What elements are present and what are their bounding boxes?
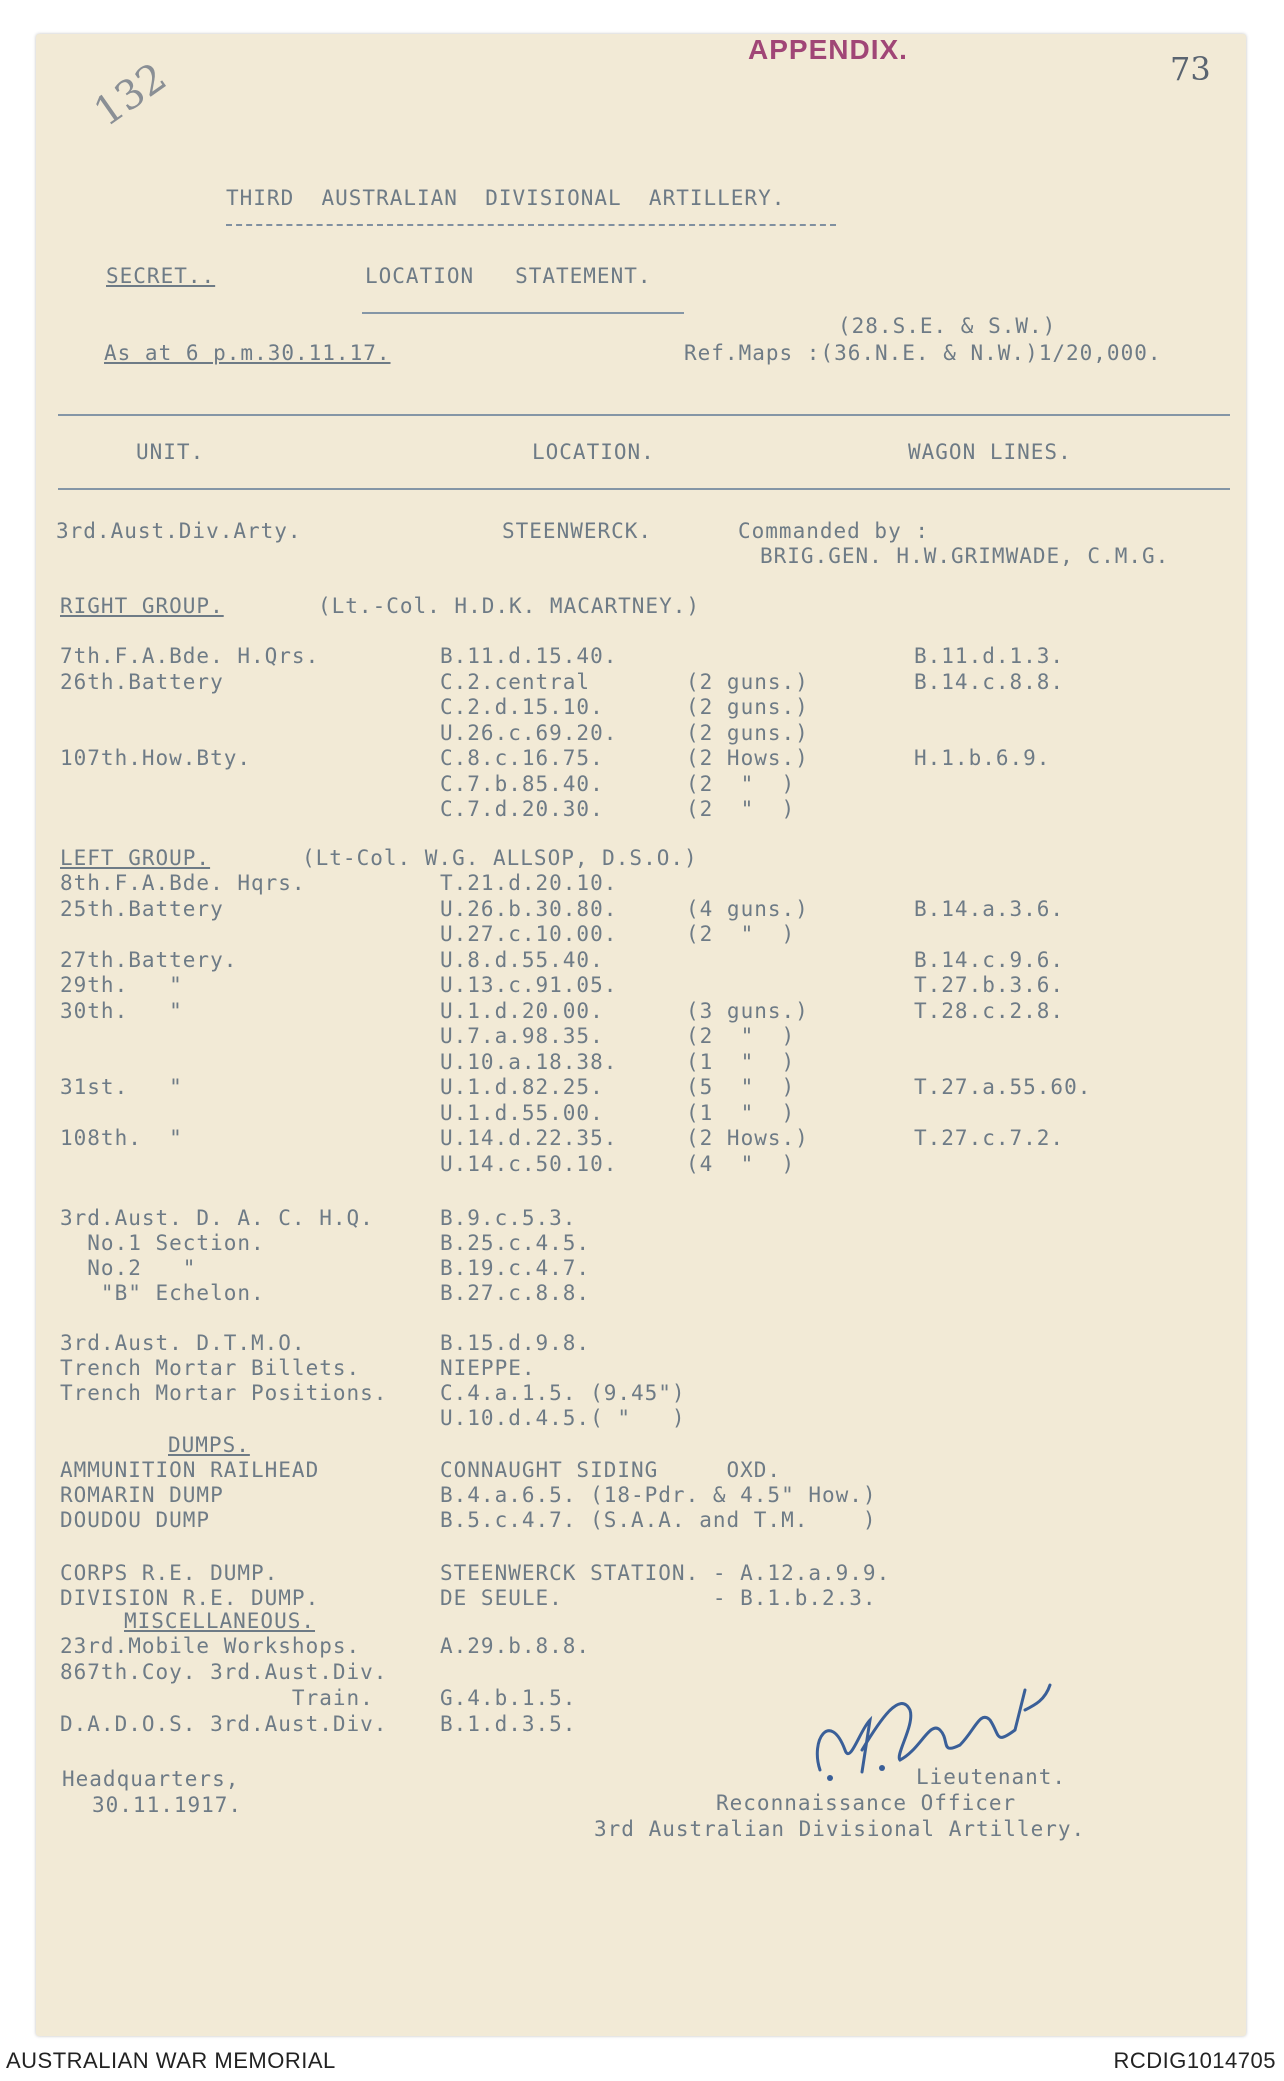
sign-rank: Lieutenant. [916,1765,1067,1789]
unit-cell: 23rd.Mobile Workshops. [60,1634,361,1658]
ref-maps-line1: (28.S.E. & S.W.) [838,314,1057,338]
wagon-line-cell: T.27.a.55.60. [914,1075,1092,1099]
page-number: 73 [1170,50,1211,88]
unit-cell: 3rd.Aust. D.T.M.O. [60,1331,306,1355]
unit-cell: 867th.Coy. 3rd.Aust.Div. [60,1660,388,1684]
unit-cell: DIVISION R.E. DUMP. [60,1586,320,1610]
unit-cell: CORPS R.E. DUMP. [60,1561,279,1585]
guns-cell: (4 " ) [686,1151,796,1176]
guns-cell: (1 " ) [686,1100,796,1125]
guns-cell: (2 guns.) [686,720,809,745]
dumps-heading: DUMPS. [168,1433,250,1457]
location-cell: B.15.d.9.8. [440,1331,591,1355]
wagon-line-cell: B.14.c.9.6. [914,947,1065,972]
right-group-heading: RIGHT GROUP. [60,594,224,618]
left-group-heading: LEFT GROUP. [60,846,211,870]
location-cell: C.2.central [440,669,591,694]
location-cell: U.10.a.18.38. [440,1049,618,1074]
location-cell: B.11.d.15.40. [440,644,618,668]
location-cell: B.1.d.3.5. [440,1712,577,1736]
location-cell: B.27.c.8.8. [440,1281,591,1305]
location-cell: U.14.c.50.10. [440,1151,618,1176]
header-rule-top [58,414,1230,416]
location-statement-label: LOCATION STATEMENT. [365,264,652,288]
guns-cell: (3 guns.) [686,998,809,1023]
footer-right: RCDIG1014705 [1113,2048,1276,2073]
hq-location: STEENWERCK. [502,519,653,543]
hq-command-1: Commanded by : [738,519,930,543]
location-cell: T.21.d.20.10. [440,871,618,895]
location-cell: C.4.a.1.5. (9.45") [440,1381,686,1405]
unit-cell: "B" Echelon. [60,1281,265,1305]
guns-cell: (2 Hows.) [686,1126,809,1150]
header-wagon-lines: WAGON LINES. [908,440,1072,464]
location-cell: C.7.b.85.40. [440,771,604,796]
location-cell: U.14.d.22.35. [440,1126,618,1150]
location-cell: U.1.d.55.00. [440,1100,604,1125]
location-cell: B.25.c.4.5. [440,1231,591,1255]
location-cell: B.4.a.6.5. (18-Pdr. & 4.5" How.) [440,1483,877,1507]
guns-cell: (2 " ) [686,922,796,946]
as-at-date: As at 6 p.m.30.11.17. [104,341,391,365]
unit-cell: 3rd.Aust. D. A. C. H.Q. [60,1206,374,1230]
guns-cell: (2 " ) [686,771,796,796]
location-cell: G.4.b.1.5. [440,1686,577,1710]
folio-number: 132 [86,54,175,136]
guns-cell: (1 " ) [686,1049,796,1074]
unit-cell: ROMARIN DUMP [60,1483,224,1507]
wagon-line-cell: B.14.c.8.8. [914,669,1065,694]
guns-cell: (2 guns.) [686,669,809,694]
location-cell: A.29.b.8.8. [440,1634,591,1658]
wagon-line-cell: H.1.b.6.9. [914,746,1051,770]
hq-unit: 3rd.Aust.Div.Arty. [56,519,302,543]
unit-cell: 31st. " [60,1075,183,1099]
misc-heading: MISCELLANEOUS. [124,1609,316,1633]
unit-cell: D.A.D.O.S. 3rd.Aust.Div. [60,1712,388,1736]
secret-label: SECRET.. [106,264,216,288]
unit-cell: Train. [60,1686,374,1710]
header-unit: UNIT. [136,440,205,464]
unit-cell: Trench Mortar Billets. [60,1356,361,1380]
unit-cell: No.2 " [60,1256,197,1280]
unit-cell: 25th.Battery [60,896,224,921]
location-cell: DE SEULE. - B.1.b.2.3. [440,1586,877,1610]
unit-cell: AMMUNITION RAILHEAD [60,1458,320,1482]
unit-cell: 108th. " [60,1126,183,1150]
unit-cell: Trench Mortar Positions. [60,1381,388,1405]
location-cell: B.9.c.5.3. [440,1206,577,1230]
wagon-line-cell: T.27.c.7.2. [914,1126,1065,1150]
guns-cell: (5 " ) [686,1075,796,1099]
footer-left: AUSTRALIAN WAR MEMORIAL [6,2048,336,2073]
unit-cell: 7th.F.A.Bde. H.Qrs. [60,644,320,668]
location-cell: U.26.c.69.20. [440,720,618,745]
location-cell: C.8.c.16.75. [440,746,604,770]
left-group-commander: (Lt-Col. W.G. ALLSOP, D.S.O.) [302,846,698,870]
location-cell: U.8.d.55.40. [440,947,604,972]
wagon-line-cell: B.14.a.3.6. [914,896,1065,921]
header-rule-bottom [58,488,1230,490]
wagon-line-cell: T.27.b.3.6. [914,973,1065,997]
appendix-stamp: APPENDIX. [748,34,908,65]
location-cell: CONNAUGHT SIDING OXD. [440,1458,782,1482]
hq-footer-1: Headquarters, [62,1767,240,1791]
wagon-line-cell: B.11.d.1.3. [914,644,1065,668]
statement-underline [362,312,684,314]
location-cell: U.27.c.10.00. [440,922,618,946]
location-cell: U.1.d.20.00. [440,998,604,1023]
location-cell: C.2.d.15.10. [440,695,604,719]
unit-cell: 27th.Battery. [60,947,238,972]
ref-maps-line2: Ref.Maps :(36.N.E. & N.W.)1/20,000. [684,341,1162,365]
location-cell: U.7.a.98.35. [440,1024,604,1048]
location-cell: NIEPPE. [440,1356,536,1380]
guns-cell: (2 Hows.) [686,746,809,770]
guns-cell: (2 guns.) [686,695,809,719]
unit-cell: 26th.Battery [60,669,224,694]
unit-cell: 8th.F.A.Bde. Hqrs. [60,871,306,895]
sign-title-1: Reconnaissance Officer [716,1791,1017,1815]
unit-cell: No.1 Section. [60,1231,265,1255]
location-cell: U.26.b.30.80. [440,896,618,921]
wagon-line-cell: T.28.c.2.8. [914,998,1065,1023]
location-cell: STEENWERCK STATION. - A.12.a.9.9. [440,1561,891,1585]
right-group-commander: (Lt.-Col. H.D.K. MACARTNEY.) [318,594,701,618]
location-cell: B.19.c.4.7. [440,1256,591,1280]
document-title: THIRD AUSTRALIAN DIVISIONAL ARTILLERY. [226,186,786,210]
hq-command-2: BRIG.GEN. H.W.GRIMWADE, C.M.G. [760,544,1170,568]
unit-cell: DOUDOU DUMP [60,1508,211,1532]
guns-cell: (2 " ) [686,797,796,821]
unit-cell: 30th. " [60,998,183,1023]
guns-cell: (2 " ) [686,1024,796,1048]
title-underline [226,224,836,226]
hq-footer-2: 30.11.1917. [92,1793,243,1817]
unit-cell: 107th.How.Bty. [60,746,252,770]
guns-cell: (4 guns.) [686,896,809,921]
location-cell: U.1.d.82.25. [440,1075,604,1099]
header-location: LOCATION. [532,440,655,464]
sign-title-2: 3rd Australian Divisional Artillery. [594,1817,1086,1841]
location-cell: U.13.c.91.05. [440,973,618,997]
location-cell: C.7.d.20.30. [440,797,604,821]
location-cell: B.5.c.4.7. (S.A.A. and T.M. ) [440,1508,877,1532]
unit-cell: 29th. " [60,973,183,997]
location-cell: U.10.d.4.5.( " ) [440,1406,686,1430]
